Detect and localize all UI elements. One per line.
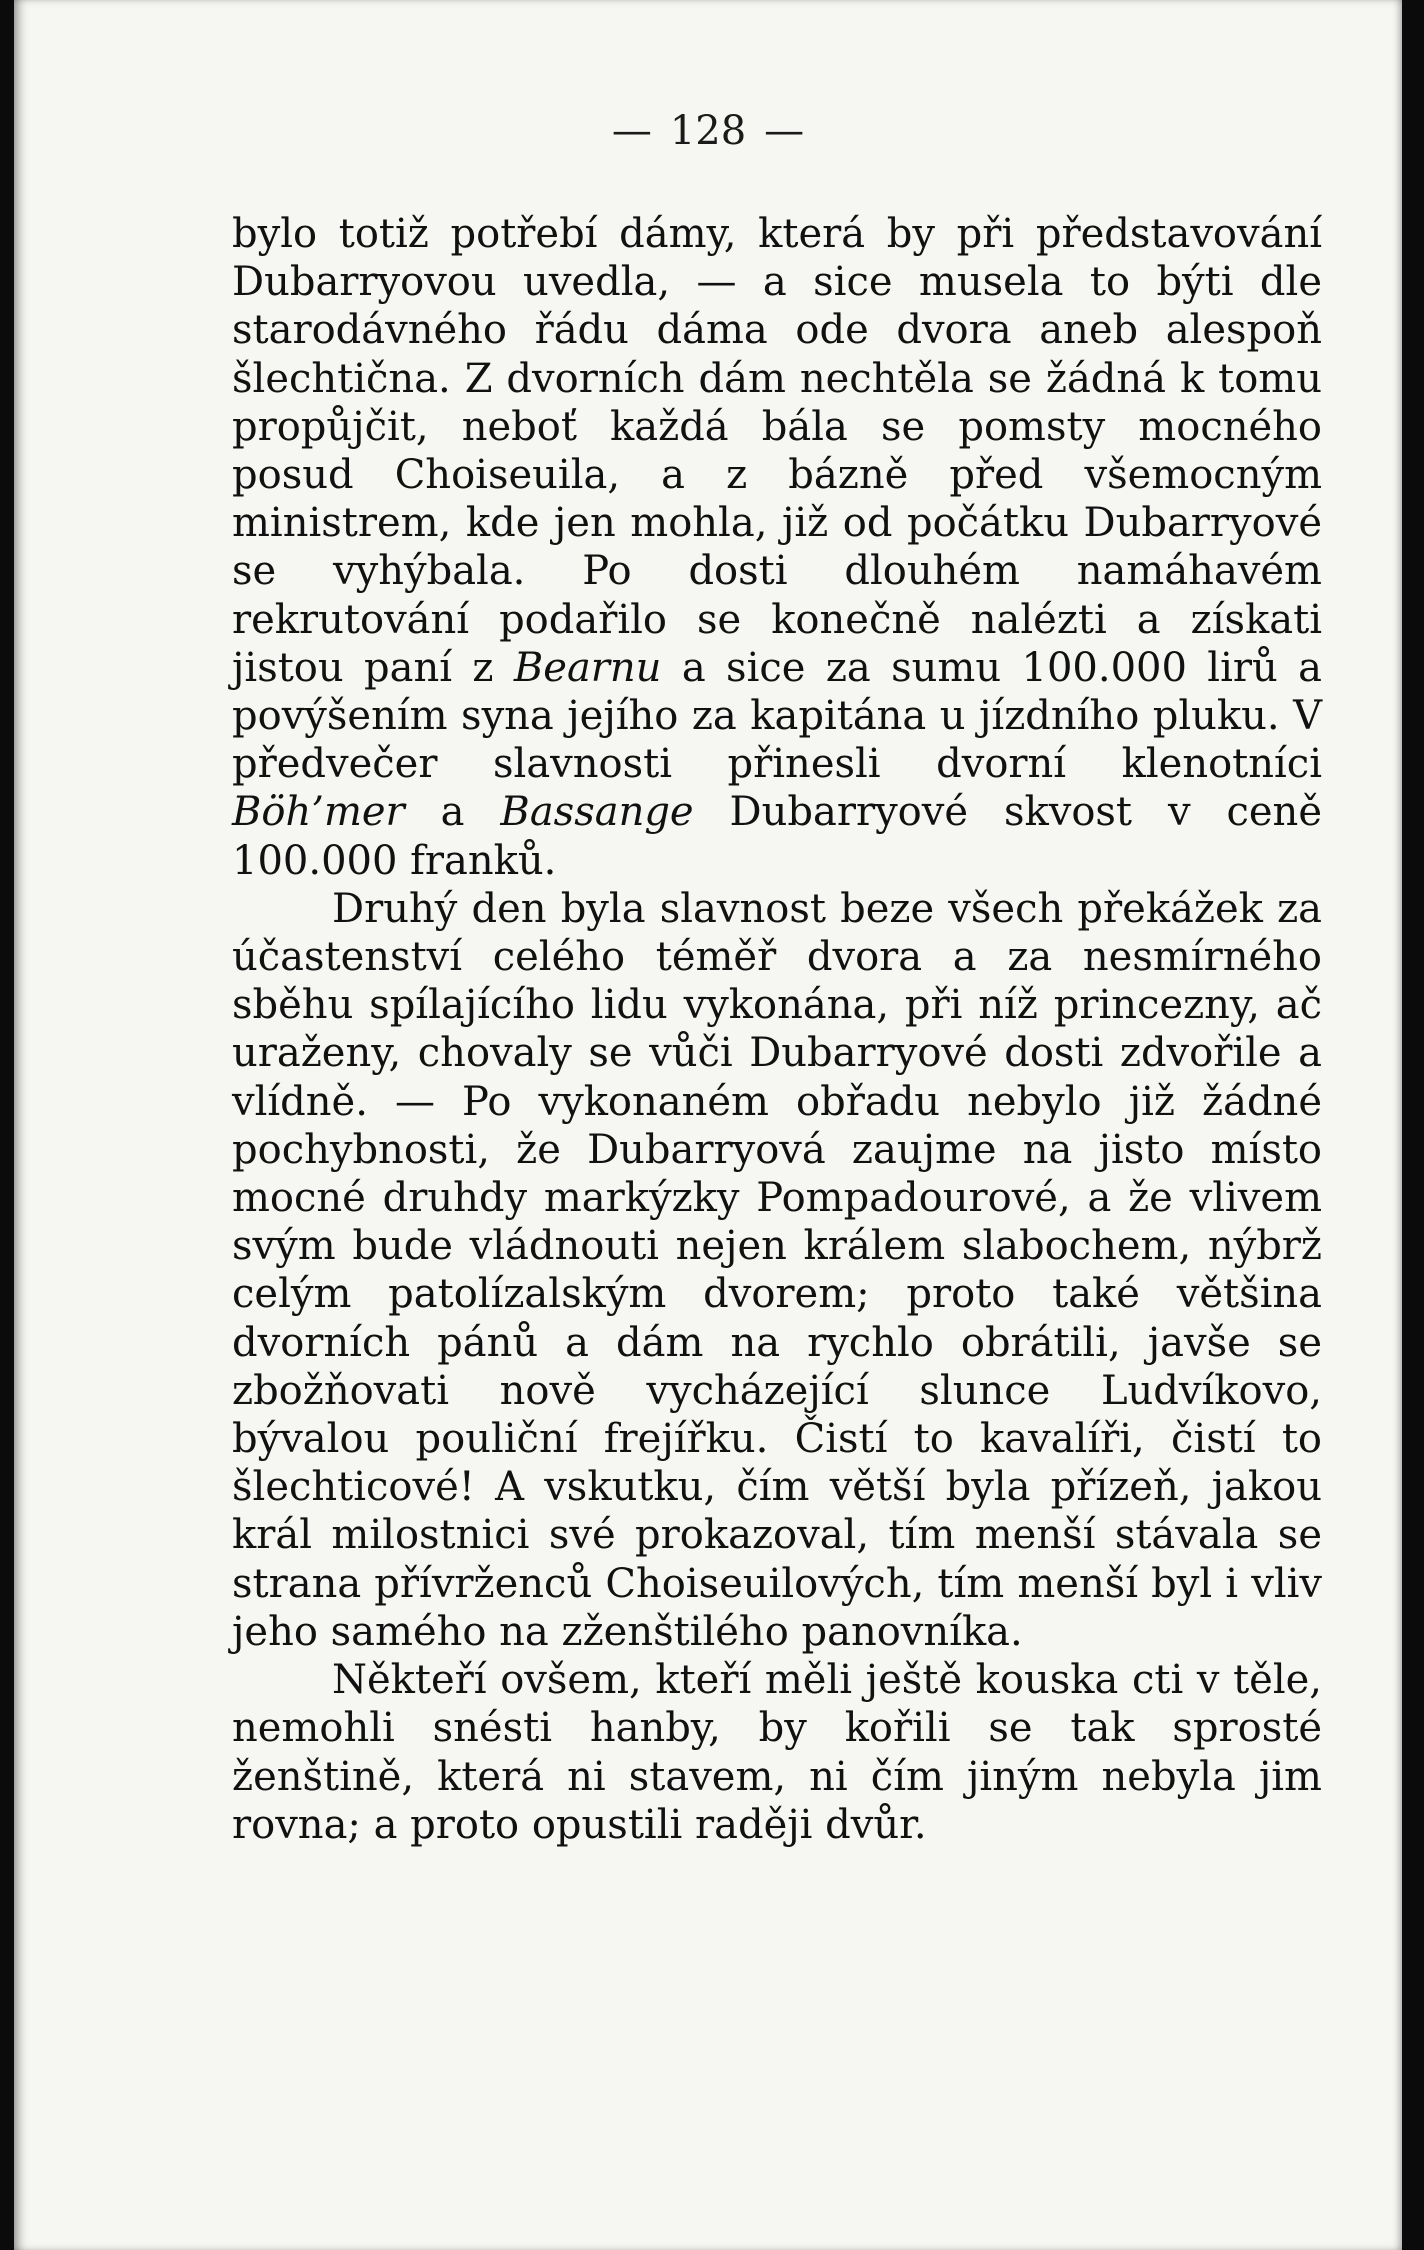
italic-jeweler-name: Bassange <box>500 789 694 836</box>
paragraph-3 <box>232 1656 1322 1849</box>
italic-place-name: Bearnu <box>513 644 662 691</box>
page-number-dash-left: — <box>611 108 652 154</box>
page-number-dash-right: — <box>764 108 805 154</box>
body-text <box>232 210 1322 1849</box>
paragraph-2 <box>232 885 1322 1656</box>
text-run: Dubarryové skvost v ceně 100.000 franků. <box>232 789 1322 884</box>
page-number <box>14 108 1402 154</box>
text-run: a <box>404 789 501 836</box>
book-page <box>14 0 1402 2250</box>
page-number-value: 128 <box>669 108 747 154</box>
text-run: Druhý den byla slavnost beze všech překážek za účastenství celého téměř dvora a za nesmírného sběhu spílajícího lidu vykonána, při níž princezny, ač uraženy, chovaly se vůči Dubarryové dosti zdvořile a vlídně. — Po vykonaném obřadu nebylo již žádné pochybnosti, že Dubarryová zaujme na jisto místo mocné druhdy markýzky Pompadourové, a že vlivem svým bude vládnouti nejen králem slabochem, nýbrž celým patolízalským dvorem; proto také většina dvorních pánů a dám na rychlo obrátili, javše se zbožňovati nově vycházející slunce Ludvíkovo, bývalou pouliční frejířku. Čistí to kavalíři, čistí to šlechticové! A vskutku, čím větší byla přízeň, jakou král milostnici své prokazoval, tím menší stávala se strana přívrženců Choiseuilových, tím menší byl i vliv jeho samého na zženštilého panovníka. <box>232 885 1322 1655</box>
text-run: a sice za sumu 100.000 lirů a povýšením syna jejího za kapitána u jízdního pluku. V předvečer slavnosti přinesli dvorní klenotníci <box>232 644 1322 788</box>
text-run: bylo totiž potřebí dámy, která by při představování Dubarryovou uvedla, — a sice musela to býti dle starodávného řádu dáma ode dvora aneb alespoň šlechtična. Z dvorních dám nechtěla se žádná k tomu propůjčit, neboť každá bála se pomsty mocného posud Choiseuila, a z bázně před všemocným ministrem, kde jen mohla, již od počátku Dubarryové se vyhýbala. Po dosti dlouhém namáhavém rekrutování podařilo se konečně nalézti a získati jistou paní z <box>232 211 1322 691</box>
text-run: Někteří ovšem, kteří měli ještě kouska cti v těle, nemohli snésti hanby, by kořili se tak sprosté ženštině, která ni stavem, ni čím jiným nebyla jim rovna; a proto opustili raději dvůr. <box>232 1657 1322 1848</box>
paragraph-1 <box>232 210 1322 885</box>
italic-jeweler-name: Böh’mer <box>232 789 405 836</box>
